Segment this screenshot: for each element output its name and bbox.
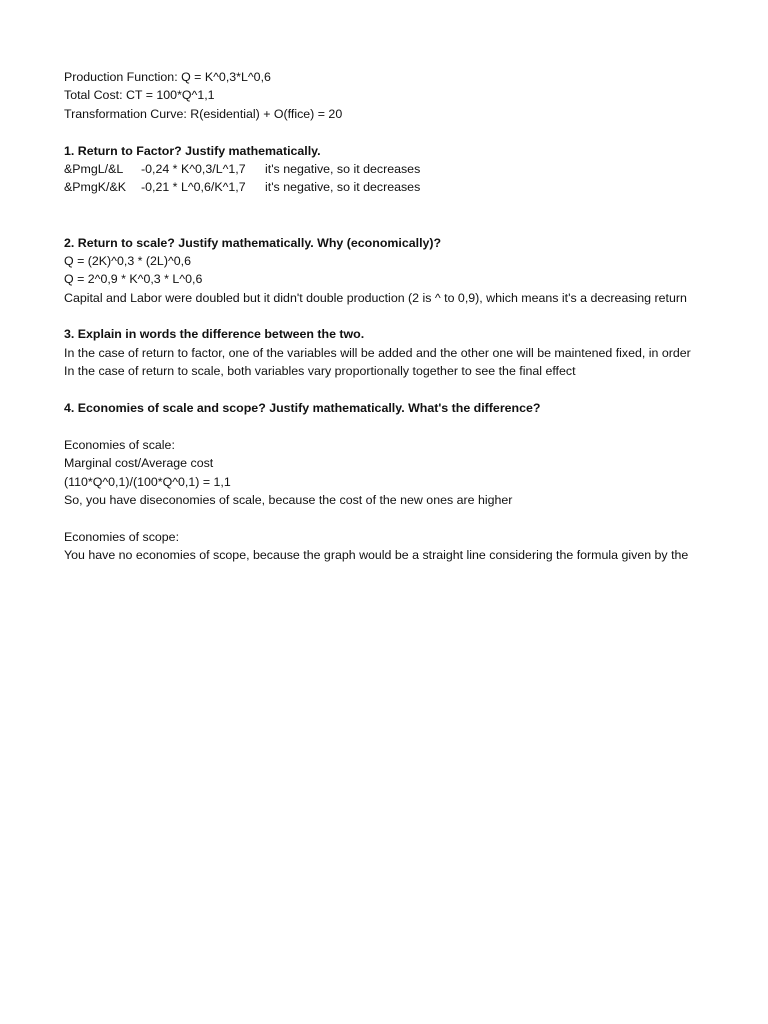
q1-title[interactable]: 1. Return to Factor? Justify mathematically. — [64, 143, 321, 158]
empty-row — [64, 417, 696, 435]
q2-line-1[interactable]: Q = (2K)^0,3 * (2L)^0,6 — [64, 253, 191, 268]
empty-row — [64, 197, 696, 234]
empty-row — [64, 123, 696, 141]
scale-heading[interactable]: Economies of scale: — [64, 437, 175, 452]
q3-title[interactable]: 3. Explain in words the difference between the two. — [64, 327, 365, 342]
q1-row-label: &PmgK/&K — [64, 180, 126, 195]
empty-row — [64, 509, 696, 527]
scope-line-1[interactable]: You have no economies of scope, because the graph would be a straight line considering the formula given by the — [64, 548, 689, 563]
q3-line-2[interactable]: In the case of return to scale, both variables vary proportionally together to see the final effect — [64, 364, 576, 379]
q2-title[interactable]: 2. Return to scale? Justify mathematically. Why (economically)? — [64, 235, 442, 250]
q2-line-3[interactable]: Capital and Labor were doubled but it didn't double production (2 is ^ to 0,9), which means it's a decreasing return — [64, 290, 687, 305]
q1-row-label: &PmgL/&L — [64, 161, 124, 176]
empty-row — [64, 381, 696, 399]
q1-row-pmgk[interactable] — [64, 178, 696, 196]
empty-row — [64, 307, 696, 325]
q1-row-note: it's negative, so it decreases — [265, 161, 421, 176]
production-function-text[interactable]: Production Function: Q = K^0,3*L^0,6 — [64, 70, 271, 84]
q1-row-formula: -0,21 * L^0,6/K^1,7 — [141, 180, 246, 195]
q1-row-pmgl[interactable] — [64, 160, 696, 178]
scale-line-3[interactable]: So, you have diseconomies of scale, because the cost of the new ones are higher — [64, 493, 513, 507]
q3-line-1[interactable]: In the case of return to factor, one of the variables will be added and the other one will be maintened fixed, in order — [64, 345, 691, 360]
transformation-curve-text[interactable]: Transformation Curve: R(esidential) + O(ffice) = 20 — [64, 106, 343, 121]
q1-row-note: it's negative, so it decreases — [265, 180, 421, 195]
q1-row-formula: -0,24 * K^0,3/L^1,7 — [141, 161, 246, 176]
total-cost-text[interactable]: Total Cost: CT = 100*Q^1,1 — [64, 88, 215, 103]
scope-heading[interactable]: Economies of scope: — [64, 529, 180, 544]
scale-line-2[interactable]: (110*Q^0,1)/(100*Q^0,1) = 1,1 — [64, 474, 231, 489]
q4-title[interactable]: 4. Economies of scale and scope? Justify mathematically. What's the difference? — [64, 401, 541, 416]
q2-line-2[interactable]: Q = 2^0,9 * K^0,3 * L^0,6 — [64, 272, 203, 287]
scale-line-1[interactable]: Marginal cost/Average cost — [64, 456, 214, 471]
spreadsheet-content — [64, 68, 696, 565]
